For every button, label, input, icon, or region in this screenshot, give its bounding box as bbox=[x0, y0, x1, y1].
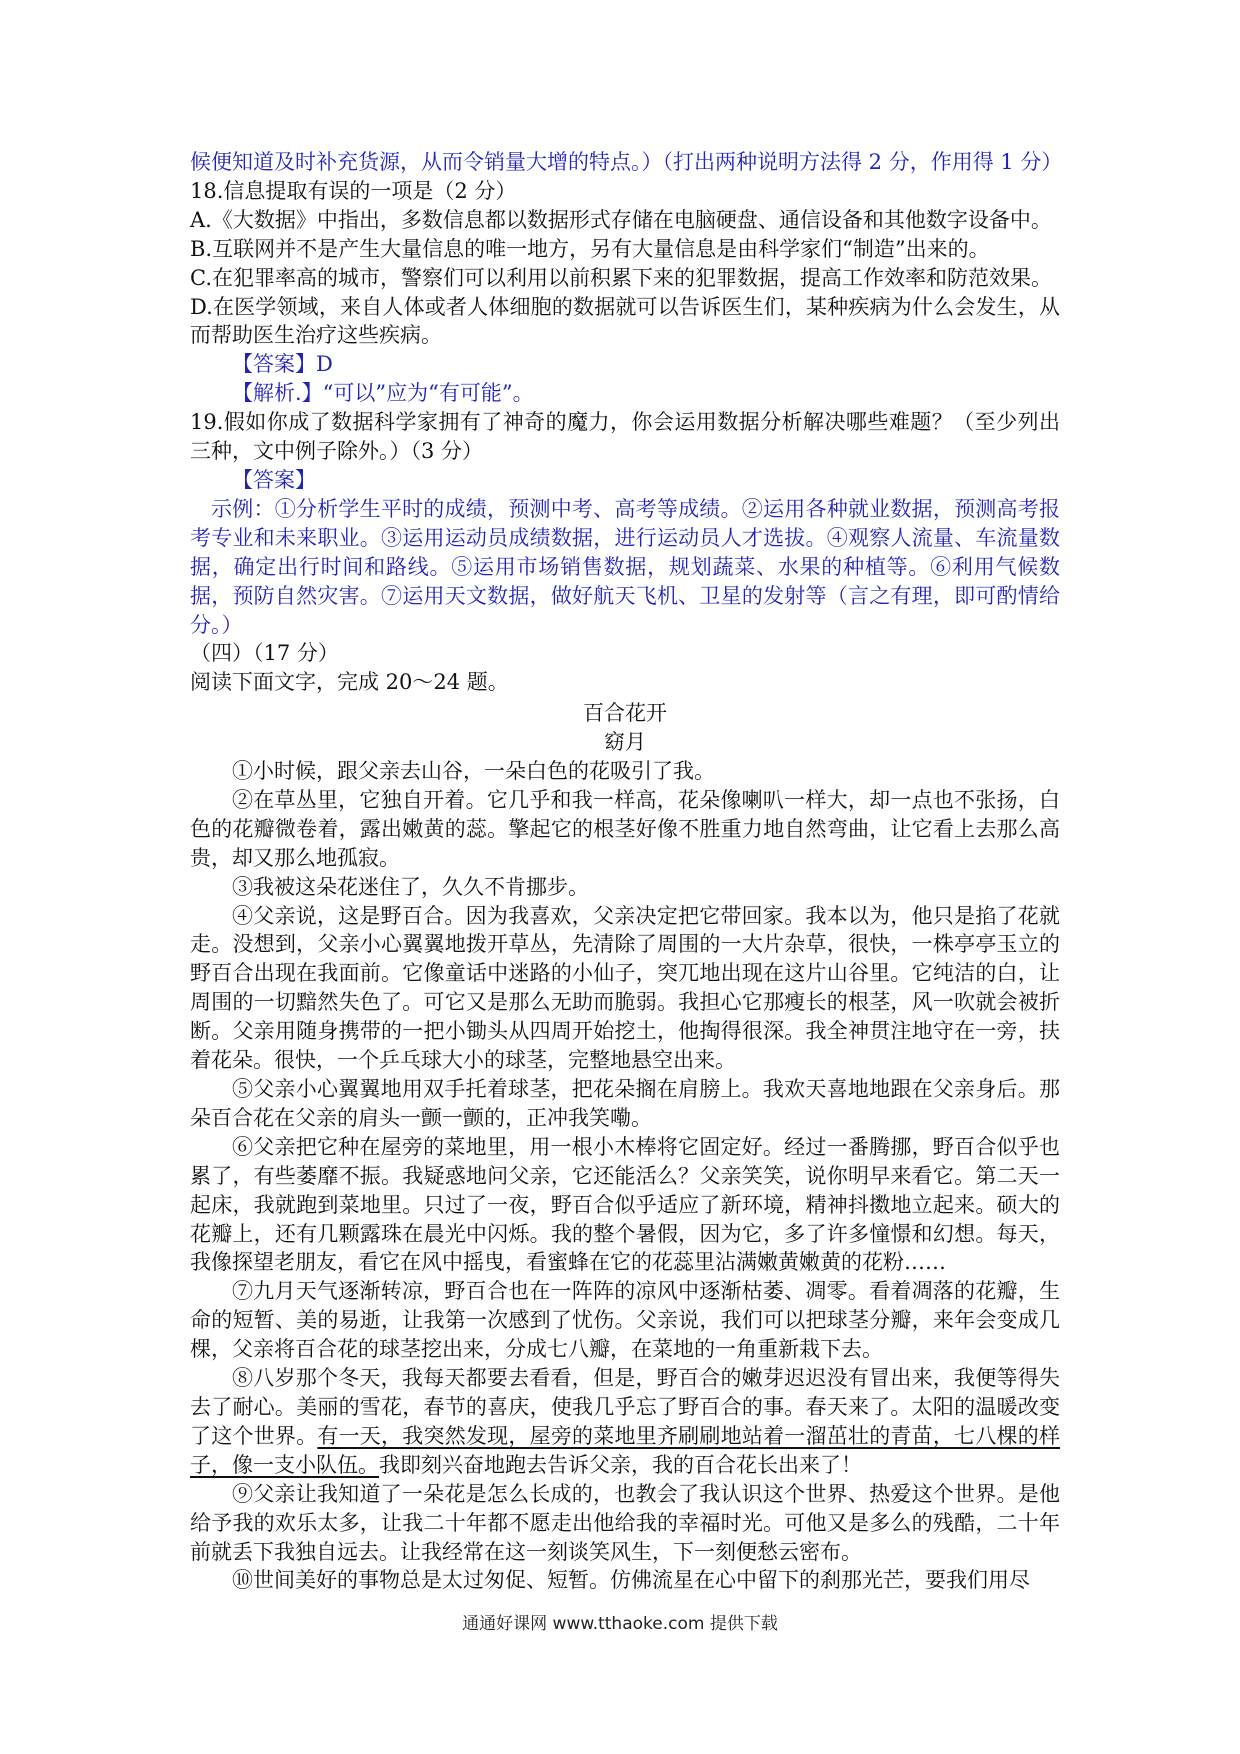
q18-question: 18.信息提取有误的一项是（2 分） bbox=[190, 178, 517, 203]
article-paragraph-5: ⑤父亲小心翼翼地用双手托着球茎，把花朵搁在肩膀上。我欢天喜地地跟在父亲身后。那朵百合花在父亲的肩头一颤一颤的，正冲我笑嘞。 bbox=[190, 1077, 1060, 1130]
article-paragraph-6: ⑥父亲把它种在屋旁的菜地里，用一根小木棒将它固定好。经过一番腾挪，野百合似乎也累了，有些萎靡不振。我疑惑地问父亲，它还能活么？父亲笑笑，说你明早来看它。第二天一起床，我就跑到菜地里。只过了一夜，野百合似乎适应了新环境，精神抖擞地立起来。硕大的花瓣上，还有几颗露珠在晨光中闪烁。我的整个暑假，因为它，多了许多憧憬和幻想。每天，我像探望老朋友，看它在风中摇曳，看蜜蜂在它的花蕊里沾满嫩黄嫩黄的花粉…… bbox=[190, 1134, 1060, 1275]
q18-option-c: C.在犯罪率高的城市，警察们可以利用以前积累下来的犯罪数据，提高工作效率和防范效果。 bbox=[190, 265, 1052, 290]
article-paragraph-7: ⑦九月天气逐渐转凉，野百合也在一阵阵的凉风中逐渐枯萎、凋零。看着凋落的花瓣，生命的短暂、美的易逝，让我第一次感到了忧伤。父亲说，我们可以把球茎分瓣，来年会变成几棵，父亲将百合花的球茎挖出来，分成七八瓣，在菜地的一角重新栽下去。 bbox=[190, 1279, 1060, 1362]
article-paragraph-3: ③我被这朵花迷住了，久久不肯挪步。 bbox=[232, 874, 589, 899]
article-title: 百合花开 bbox=[583, 701, 667, 726]
page-footer: 通通好课网 www.tthaoke.com 提供下载 bbox=[462, 1614, 778, 1634]
q18-option-a: A.《大数据》中指出，多数信息都以数据形式存储在电脑硬盘、通信设备和其他数字设备中。 bbox=[190, 207, 1052, 232]
article-paragraph-10: ⑩世间美好的事物总是太过匆促、短暂。仿佛流星在心中留下的刹那光芒，要我们用尽 bbox=[232, 1568, 1030, 1593]
article-paragraph-1: ①小时候，跟父亲去山谷，一朵白色的花吸引了我。 bbox=[232, 759, 715, 784]
section4-instruction: 阅读下面文字，完成 20～24 题。 bbox=[190, 670, 509, 695]
article-paragraph-9: ⑨父亲让我知道了一朵花是怎么长成的，也教会了我认识这个世界、热爱这个世界。是他给予我的欢乐太多，让我二十年都不愿走出他给我的幸福时光。可他又是多么的残酷，二十年前就丢下我独自远去。让我经常在这一刻谈笑风生，下一刻便愁云密布。 bbox=[190, 1481, 1060, 1564]
underlined-sentence: 有一天，我突然发现，屋旁的菜地里齐刷刷地站着一溜茁壮的青苗，七八棵的样子，像一支小队伍。 bbox=[190, 1423, 1061, 1477]
q18-option-b: B.互联网并不是产生大量信息的唯一地方，另有大量信息是由科学家们“制造”出来的。 bbox=[190, 236, 990, 261]
article-paragraph-4: ④父亲说，这是野百合。因为我喜欢，父亲决定把它带回家。我本以为，他只是掐了花就走。没想到，父亲小心翼翼地拨开草丛，先清除了周围的一大片杂草，很快，一株亭亭玉立的野百合出现在我面前。它像童话中迷路的小仙子，突兀地出现在这片山谷里。它纯洁的白，让周围的一切黯然失色了。可它又是那么无助而脆弱。我担心它那瘦长的根茎，风一吹就会被折断。父亲用随身携带的一把小锄头从四周开始挖土，他掏得很深。我全神贯注地守在一旁，扶着花朵。很快，一个乒乓球大小的球茎，完整地悬空出来。 bbox=[190, 903, 1060, 1073]
article-author: 窈月 bbox=[604, 730, 646, 755]
q19-example-answer: 示例：①分析学生平时的成绩，预测中考、高考等成绩。②运用各种就业数据，预测高考报考专业和未来职业。③运用运动员成绩数据，进行运动员人才选拔。④观察人流量、车流量数据，确定出行时间和路线。⑤运用市场销售数据，规划蔬菜、水果的种植等。⑥利用气候数据，预防自然灾害。⑦运用天文数据，做好航天飞机、卫星的发射等（言之有理，即可酌情给分。） bbox=[190, 496, 1060, 637]
paragraph-8-text-after: 我即刻兴奋地跑去告诉父亲，我的百合花长出来了！ bbox=[379, 1452, 862, 1477]
document-page bbox=[190, 148, 1063, 1595]
paragraph-8-text-before: ⑧八岁那个冬天，我每天都要去看看，但是，野百合的嫩芽迟迟没有冒出来，我便等得失去了耐心。美丽的雪花，春节的喜庆，使我几乎忘了野百合的事。春天来了。太阳的温暖改变了这个世界。 bbox=[190, 1366, 1060, 1448]
q19-answer-label: 【答案】 bbox=[232, 467, 316, 492]
q18-analysis: 【解析.】“可以”应为“有可能”。 bbox=[232, 381, 534, 406]
q18-answer: 【答案】D bbox=[232, 352, 333, 377]
q17-answer-continuation: 候便知道及时补充货源，从而令销量大增的特点。）（打出两种说明方法得 2 分，作用得 1 分） bbox=[190, 150, 1063, 174]
q18-option-d: D.在医学领域，来自人体或者人体细胞的数据就可以告诉医生们，某种疾病为什么会发生，从而帮助医生治疗这些疾病。 bbox=[190, 294, 1060, 348]
article-paragraph-8 bbox=[190, 1364, 1060, 1480]
q19-question: 19.假如你成了数据科学家拥有了神奇的魔力，你会运用数据分析解决哪些难题？（至少列出三种，文中例子除外。）（3 分） bbox=[190, 410, 1060, 464]
section4-heading: （四）（17 分） bbox=[190, 641, 339, 666]
article-paragraph-2: ②在草丛里，它独自开着。它几乎和我一样高，花朵像喇叭一样大，却一点也不张扬，白色的花瓣微卷着，露出嫩黄的蕊。擎起它的根茎好像不胜重力地自然弯曲，让它看上去那么高贵，却又那么地孤寂。 bbox=[190, 787, 1060, 870]
